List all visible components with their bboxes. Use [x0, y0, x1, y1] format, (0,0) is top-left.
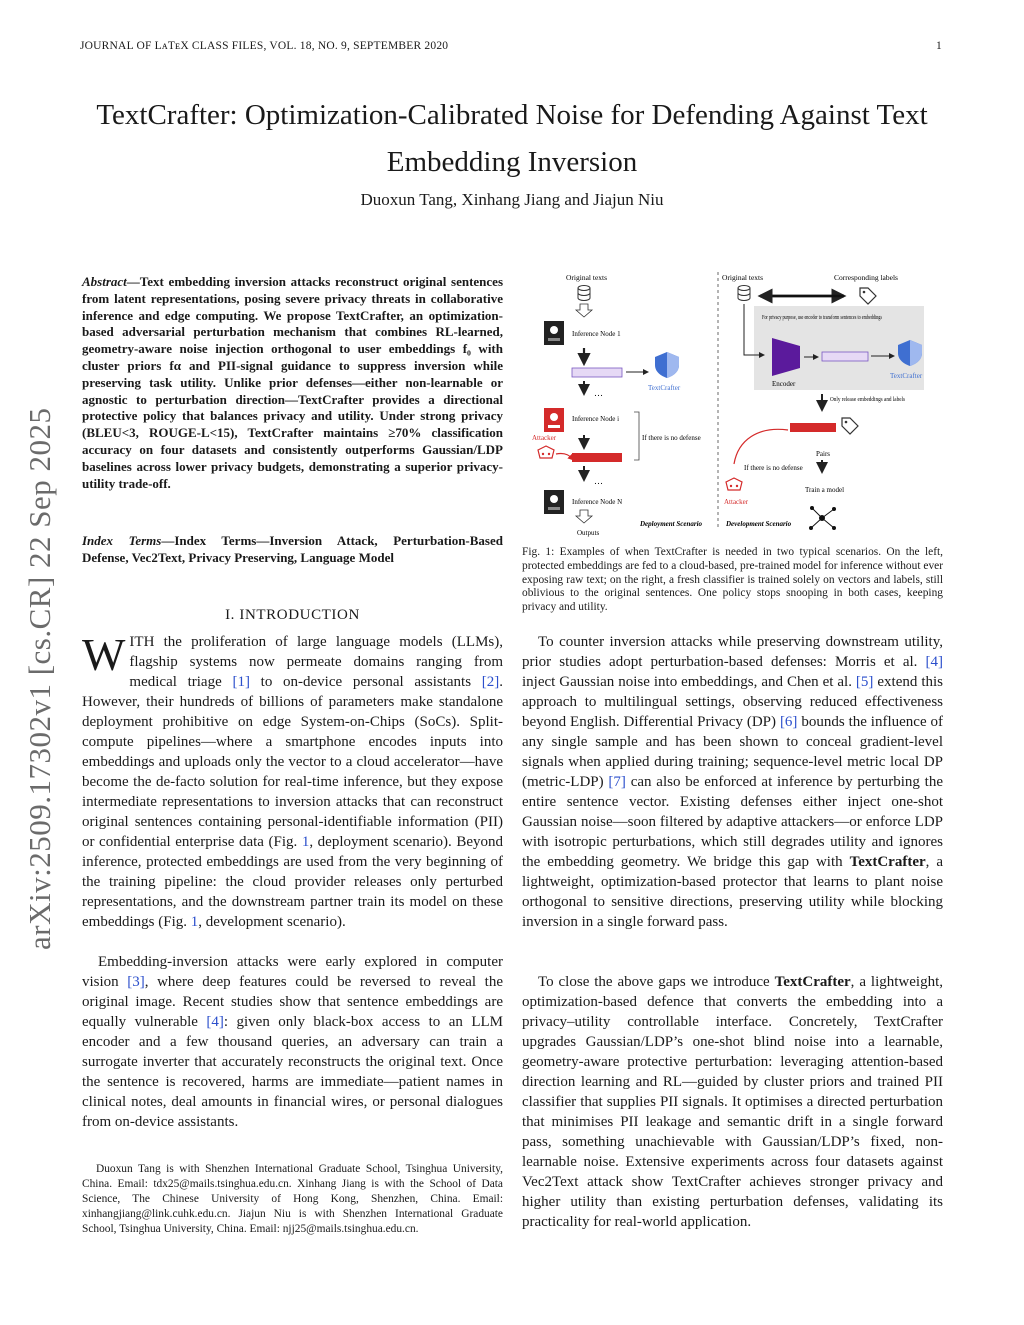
tag-icon [860, 288, 876, 304]
drop-cap: W [82, 629, 126, 680]
abstract-label: Abstract [82, 274, 127, 289]
index-terms-text: —Index Terms—Inversion Attack, Perturbation-Based Defense, Vec2Text, Privacy Preserving, Language Model [82, 533, 503, 565]
figure-1 [522, 268, 943, 540]
lead-word: ITH [129, 634, 155, 650]
left-no-defense: If there is no defense [642, 434, 701, 442]
figure-caption: Fig. 1: Examples of when TextCrafter is needed in two typical scenarios. On the left, protected embeddings are fed to a cloud-based, pre-trained model for inference without ever exposing raw text; on the right, a fresh classifier is trained solely on vectors and labels, still oblivious to the original sentences. One policy stops snooping in both cases, keeping privacy and utility. [522, 546, 943, 614]
citation-link[interactable]: [6] [779, 714, 798, 730]
paper-title: TextCrafter: Optimization-Calibrated Noise for Defending Against Text Embedding Inversion [96, 99, 928, 178]
right-attacker-label: Attacker [724, 498, 749, 506]
unprotected-embedding-bar [790, 423, 836, 432]
textcrafter-bold: TextCrafter [774, 974, 851, 990]
server-icon [544, 408, 564, 432]
right-paragraph-2: To close the above gaps we introduce TextCrafter, a lightweight, optimization-based defence that converts the embedding into a privacy–utility controllable interface. Concretely, TextCrafter upgrades Gaussian/LDP’s one-shot blind noise into a learnable, geometry-aware protective perturbation: leveraging attention-based direction learning and RL—guided by cluster priors and trained PII classifier that supplies PII signals. It optimises a directed perturbation that minimises PII leakage and semantic drift in a single forward pass, something unachievable with Gaussian/LDP’s fixed, non-learnable noise. Extensive experiments across four datasets against Vec2Text attack show TextCrafter achieves stronger privacy and higher utility than existing perturbation defenses, validating its practicality for real-world application. [522, 974, 943, 1230]
attacker-icon [726, 478, 742, 490]
author-footnote: Duoxun Tang is with Shenzhen International Graduate School, Tsinghua University, China. Email: tdx25@mails.tsinghua.edu.cn. Xinhang Jiang is with the School of Data Science, The Chinese University of Hong Kong, Shenzhen, China. Email: xinhangjiang@link.cuhk.edu.cn. Jiajun Niu is with Shenzhen International Graduate School, Tsinghua University, China. Email: njj25@mails.tsinghua.edu.cn. [82, 1163, 503, 1235]
server-icon [544, 321, 564, 345]
index-terms [82, 533, 503, 567]
release-note: Only release embeddings and labels [830, 396, 906, 403]
pairs-label: Pairs [816, 450, 830, 458]
abstract-text: —Text embedding inversion attacks reconstruct original sentences from latent representations, posing severe privacy threats in collaborative inference and edge computing. We propose TextCrafter, an optimization-based adversarial perturbation mechanism that combines RL-learned, geometry-aware noise injection orthogonal to user embeddings f₀ with cluster priors fα and PII-signal guidance to suppress inversion while preserving task utility. Unlike prior defenses—either non-learnable or agnostic to perturbation direction—TextCrafter provides a directional protective policy that balances privacy and utility. Under strong privacy (BLEU<3, ROUGE-L<15), TextCrafter maintains ≥70% classification accuracy on four datasets and consistently outperforms Gaussian/LDP baselines across lower privacy budgets, demonstrating a superior privacy-utility trade-off. [82, 274, 503, 491]
inference-node-1: Inference Node 1 [572, 330, 621, 338]
corresponding-labels: Corresponding labels [834, 273, 898, 282]
intro-paragraph-1: WITH the proliferation of large language models (LLMs), flagship systems now permeate domains ranging from medical triage [1] to on-device personal assistants [2]. However, their hundreds of billions of parameters make standalone deployment prohibitive on edge System-on-Chips (SoCs). Split-compute pipelines—where a smartphone encodes inputs into embeddings and uploads only the vector to a cloud accelerator—have become the de-facto solution for real-time inference, but they expose intermediate representations to inversion attacks that can reconstruct original sentences containing personal-identifiable information (PII) or confidential enterprise data (Fig. 1, deployment scenario). Beyond inference, protected embeddings are used from the very beginning of the training pipeline: the cloud provider releases only perturbed representations, and the downstream partner train its model on these embeddings (Fig. 1, development scenario). [82, 629, 503, 930]
page-number: 1 [936, 40, 942, 52]
arxiv-stamp: arXiv:2509.17302v1 [cs.CR] 22 Sep 2025 [22, 407, 57, 950]
hollow-arrow-icon [576, 510, 592, 523]
figure-link[interactable]: 1 [190, 914, 199, 930]
attacker-icon [538, 446, 554, 458]
citation-link[interactable]: [4] [206, 1014, 224, 1030]
database-icon [738, 286, 750, 301]
right-no-defense: If there is no defense [744, 464, 803, 472]
development-scenario-label: Development Scenario [726, 520, 792, 528]
inference-node-n: Inference Node N [572, 498, 623, 506]
figure-link[interactable]: 1 [301, 834, 310, 850]
database-icon [578, 286, 590, 301]
network-icon [809, 506, 836, 530]
authors: Duoxun Tang, Xinhang Jiang and Jiajun Niu [360, 190, 664, 209]
citation-link[interactable]: [1] [232, 674, 250, 690]
shield-icon [655, 352, 679, 378]
svg-text:…: … [594, 388, 603, 398]
train-model-label: Train a model [805, 486, 845, 494]
left-attacker-label: Attacker [532, 434, 557, 442]
encoder-note-line: For privacy purpose, use encoder to transform sentences to embeddings [762, 314, 883, 321]
journal-header: JOURNAL OF LᴀTᴇX CLASS FILES, VOL. 18, NO. 9, SEPTEMBER 2020 [80, 40, 449, 52]
textcrafter-bold: TextCrafter [849, 854, 926, 870]
citation-link[interactable]: [2] [481, 674, 500, 690]
tag-icon [842, 418, 858, 434]
citation-link[interactable]: [4] [925, 654, 943, 670]
section-heading: I. INTRODUCTION [225, 607, 360, 623]
encoder-label: Encoder [772, 380, 796, 388]
left-original-texts: Original texts [566, 273, 608, 282]
embedding-bar [822, 352, 868, 361]
index-terms-label: Index Terms [82, 533, 162, 548]
citation-link[interactable]: [5] [855, 674, 874, 690]
deployment-scenario-label: Deployment Scenario [640, 520, 703, 528]
hollow-arrow-icon [576, 304, 592, 317]
citation-link[interactable]: [7] [608, 774, 626, 790]
abstract [82, 274, 503, 492]
running-header [80, 40, 942, 52]
right-paragraph-1: To counter inversion attacks while preserving downstream utility, prior studies adopt perturbation-based defenses: Morris et al. [4] inject Gaussian noise into embeddings, and Chen et al. [5] extend this approach to multilingual settings, observing reduced effectiveness beyond English. Differential Privacy (DP) [6] bounds the influence of any single sample and has been shown to conceal gradient-level signals when applied during training; sequence-level metric local DP (metric-LDP) [7] can also be enforced at inference by perturbing the entire sentence vector. Existing defenses either inject one-shot Gaussian noise—soon filtered by adaptive attackers—or enforce LDP with isotropic perturbations, which still degrades utility and ignores the embedding geometry. We bridge this gap with TextCrafter, a lightweight, optimization-based protector that learns to plant noise orthogonal to sensitive directions, preserving utility while blocking inversion in a single forward pass. [522, 634, 944, 930]
svg-text:…: … [594, 476, 603, 486]
embedding-bar [572, 368, 622, 377]
right-original-texts: Original texts [722, 273, 764, 282]
left-textcrafter-label: TextCrafter [648, 384, 681, 392]
server-icon [544, 490, 564, 514]
right-textcrafter-label: TextCrafter [890, 372, 923, 380]
outputs-label: Outputs [577, 529, 600, 537]
unprotected-embedding-bar [572, 453, 622, 462]
intro-paragraph-2: Embedding-inversion attacks were early explored in computer vision [3], where deep features could be reversed to reveal the original image. Recent studies show that sentence embeddings are equally vulnerable [4]: given only black-box access to an LLM encoder and a few thousand queries, an adversary can train a surrogate inverter that accurately reconstructs the original text. Once the sentence is recovered, harms are immediate—patient names in clinical notes, deal amounts in financial wires, or personal dialogues from on-device assistants. [82, 954, 503, 1130]
inference-node-i: Inference Node i [572, 415, 620, 423]
citation-link[interactable]: [3] [127, 974, 145, 990]
